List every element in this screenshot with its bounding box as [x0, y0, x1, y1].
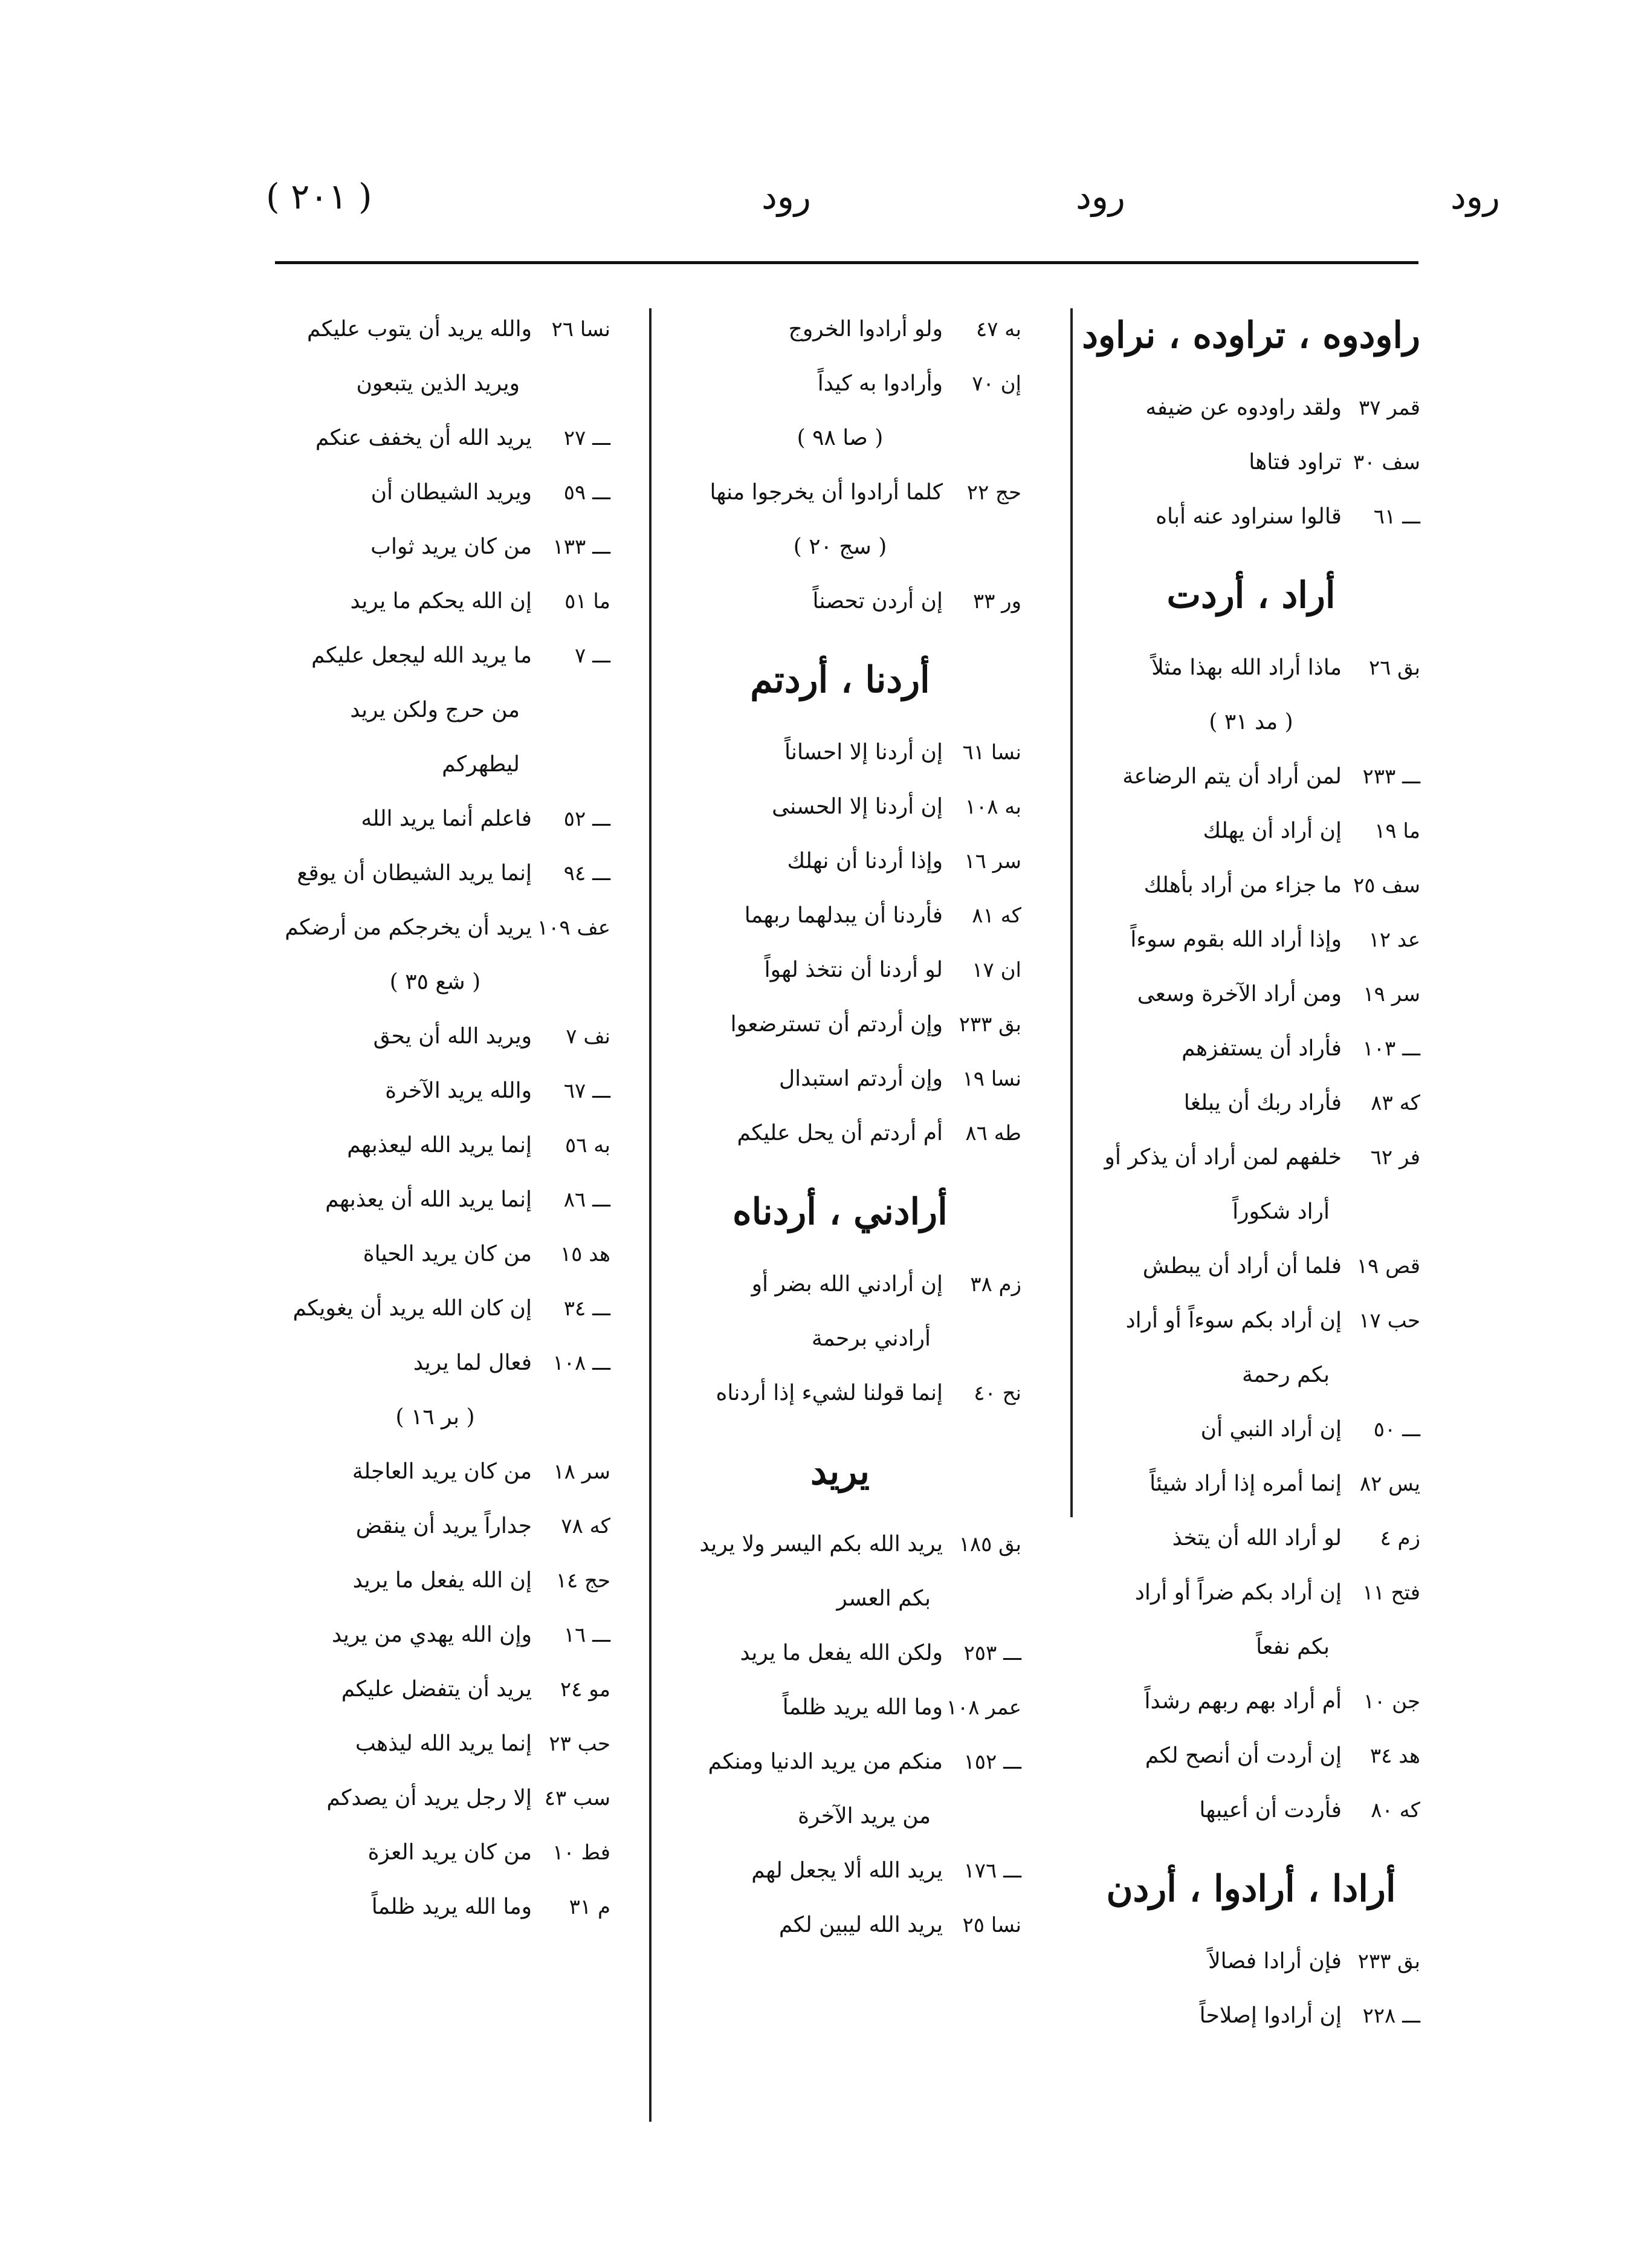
- verse-text: والله يريد أن يتوب عليكم: [306, 317, 532, 342]
- verse-reference: ما ٥١: [564, 589, 610, 614]
- concordance-entry: [1082, 1511, 1420, 1566]
- verse-reference: ـــ ٢٢٨: [1362, 2004, 1420, 2028]
- concordance-entry: [1082, 1934, 1420, 1989]
- concordance-entry: [260, 846, 610, 901]
- section-heading: راودوه ، تراوده ، نراود: [1082, 314, 1420, 357]
- concordance-entry: [260, 1445, 610, 1499]
- concordance-entry: [260, 901, 610, 955]
- verse-text: من كان يريد الحياة: [363, 1242, 532, 1266]
- verse-continuation: بكم العسر: [836, 1586, 931, 1611]
- concordance-entry: [260, 1608, 610, 1662]
- verse-text: فإن أرادا فصالاً: [1208, 1949, 1342, 1974]
- verse-reference: ـــ ٢٣٣: [1362, 765, 1420, 789]
- cross-reference: ( بر ١٦ ): [395, 1405, 475, 1430]
- verse-text: ومن أراد الآخرة وسعى: [1137, 982, 1342, 1006]
- concordance-entry: [260, 1826, 610, 1880]
- verse-text: إن أراد بكم ضراً أو أراد: [1134, 1580, 1342, 1605]
- verse-text: تراود فتاها: [1249, 450, 1342, 475]
- concordance-entry: [260, 1717, 610, 1771]
- verse-text: قالوا سنراود عنه أباه: [1156, 504, 1342, 529]
- concordance-entry: [659, 1517, 1021, 1572]
- verse-text: يريد الله أن يخفف عنكم: [315, 426, 532, 450]
- verse-text: لو أراد الله أن يتخذ: [1172, 1526, 1342, 1550]
- verse-reference: نسا ٦١: [962, 740, 1021, 765]
- column-right: [1082, 302, 1420, 2043]
- verse-text: إن الله يفعل ما يريد: [352, 1568, 532, 1593]
- header-word-middle: رود: [1076, 176, 1125, 217]
- concordance-entry: [1082, 804, 1420, 858]
- verse-reference: ـــ ٦١: [1373, 505, 1420, 529]
- concordance-entry: [659, 1898, 1021, 1952]
- verse-text: يريد أن يتفضل عليكم: [341, 1677, 532, 1702]
- verse-text: إنما يريد الله ليعذبهم: [347, 1133, 532, 1158]
- verse-text: إن أردت أن أنصح لكم: [1145, 1743, 1342, 1768]
- concordance-entry: [1082, 1402, 1420, 1457]
- column-divider-right: [1070, 308, 1073, 1517]
- concordance-entry: [659, 1257, 1021, 1312]
- verse-text: فأراد ربك أن يبلغا: [1183, 1090, 1342, 1115]
- verse-reference: عف ١٠٩: [537, 916, 610, 940]
- verse-text: كلما أرادوا أن يخرجوا منها: [710, 480, 943, 505]
- verse-text: وأرادوا به كيداً: [817, 371, 943, 396]
- verse-continuation: من يريد الآخرة: [798, 1804, 931, 1829]
- verse-continuation: أراد شكوراً: [1232, 1199, 1330, 1224]
- verse-reference: بق ٢٣٣: [1357, 1949, 1420, 1974]
- concordance-entry: [1082, 1294, 1420, 1348]
- verse-reference: حج ١٤: [555, 1569, 610, 1593]
- verse-text: إن أردنا إلا الحسنى: [772, 794, 943, 819]
- concordance-entry: [659, 1626, 1021, 1680]
- verse-continuation: ويريد الذين يتبعون: [356, 371, 520, 396]
- verse-reference: سب ٤٣: [544, 1786, 610, 1810]
- verse-reference: حج ٢٢: [966, 481, 1021, 505]
- verse-reference: يس ٨٢: [1359, 1472, 1420, 1496]
- header-word-left: رود: [762, 176, 811, 217]
- verse-reference: كه ٨٣: [1371, 1091, 1420, 1115]
- concordance-entry: [260, 1227, 610, 1281]
- verse-text: وما الله يريد ظلماً: [371, 1894, 532, 1919]
- verse-reference: نسا ٢٦: [551, 317, 610, 342]
- concordance-entry: [260, 1880, 610, 1934]
- verse-text: فلما أن أراد أن يبطش: [1142, 1254, 1342, 1278]
- verse-reference: بق ٢٦: [1368, 656, 1420, 680]
- concordance-entry: [260, 465, 610, 520]
- cross-reference: ( شع ٣٥ ): [389, 970, 481, 994]
- verse-reference: ـــ ٦٧: [563, 1079, 610, 1103]
- verse-reference: ـــ ٥٠: [1373, 1418, 1420, 1442]
- verse-reference: نف ٧: [566, 1025, 610, 1049]
- verse-reference: ان ١٧: [972, 958, 1021, 982]
- verse-reference: نسا ١٩: [962, 1067, 1021, 1091]
- column-left: [260, 302, 610, 1934]
- verse-text: منكم من يريد الدنيا ومنكم: [708, 1749, 943, 1774]
- verse-text: خلفهم لمن أراد أن يذكر أو: [1104, 1145, 1342, 1170]
- verse-text: فأردنا أن يبدلهما ربهما: [744, 903, 943, 928]
- verse-reference: ـــ ٣٤: [563, 1297, 610, 1321]
- verse-text: إنما يريد الله أن يعذبهم: [325, 1187, 532, 1212]
- verse-reference: زم ٤: [1380, 1526, 1420, 1550]
- concordance-entry: [1082, 967, 1420, 1022]
- verse-reference: به ٤٧: [975, 317, 1021, 342]
- verse-reference: ـــ ١٠٣: [1362, 1037, 1420, 1061]
- concordance-entry: [260, 1118, 610, 1173]
- verse-text: إن أرادني الله بضر أو: [751, 1272, 943, 1297]
- section-heading: أراد ، أردت: [1166, 574, 1336, 617]
- verse-reference: ـــ ١٧٦: [963, 1859, 1021, 1883]
- concordance-entry: [260, 1009, 610, 1064]
- concordance-entry: [1082, 1674, 1420, 1729]
- verse-continuation: بكم نفعاً: [1256, 1635, 1330, 1659]
- verse-text: يريد أن يخرجكم من أرضكم: [285, 915, 532, 940]
- concordance-entry: [659, 780, 1021, 834]
- column-divider-left: [649, 308, 652, 2122]
- verse-text: من كان يريد ثواب: [370, 534, 532, 559]
- verse-text: وإن الله يهدي من يريد: [332, 1622, 532, 1647]
- concordance-entry: [1082, 750, 1420, 804]
- verse-continuation: بكم رحمة: [1241, 1362, 1330, 1387]
- verse-text: أم أراد بهم ربهم رشداً: [1144, 1689, 1342, 1714]
- concordance-entry: [659, 1052, 1021, 1106]
- verse-text: إن أراد بكم سوءاً أو أراد: [1125, 1308, 1342, 1333]
- verse-reference: فر ٦٢: [1370, 1145, 1420, 1170]
- verse-reference: ـــ ٢٥٣: [963, 1641, 1021, 1665]
- concordance-entry: [1082, 1566, 1420, 1620]
- verse-reference: فتح ١١: [1362, 1581, 1420, 1605]
- concordance-entry: [1082, 1022, 1420, 1076]
- verse-reference: ور ٣٣: [972, 589, 1021, 614]
- verse-text: وإذا أردنا أن نهلك: [787, 849, 943, 873]
- verse-text: إنما قولنا لشيء إذا أردناه: [716, 1381, 943, 1405]
- verse-text: إن أرادوا إصلاحاً: [1199, 2003, 1342, 2028]
- verse-reference: بق ١٨٥: [959, 1532, 1021, 1557]
- header-rule: [275, 261, 1418, 264]
- verse-continuation: ليطهركم: [442, 752, 520, 777]
- verse-reference: عمر ١٠٨: [946, 1696, 1021, 1720]
- verse-reference: سر ١٨: [553, 1460, 610, 1484]
- verse-reference: ـــ ١٠٨: [552, 1351, 610, 1375]
- verse-reference: ـــ ٥٢: [563, 807, 610, 831]
- concordance-entry: [1082, 435, 1420, 490]
- verse-reference: ـــ ٢٧: [563, 426, 610, 450]
- verse-text: إنما أمره إذا أراد شيئاً: [1150, 1471, 1342, 1496]
- verse-text: وإذا أراد الله بقوم سوءاً: [1130, 927, 1342, 952]
- verse-text: إنما يريد الشيطان أن يوقع: [297, 861, 532, 886]
- verse-reference: جن ١٠: [1363, 1690, 1420, 1714]
- verse-reference: سر ١٩: [1363, 982, 1420, 1006]
- concordance-entry: [260, 302, 610, 357]
- verse-reference: سف ٢٥: [1353, 873, 1420, 898]
- verse-reference: مو ٢٤: [560, 1677, 610, 1702]
- concordance-entry: [1082, 490, 1420, 544]
- verse-text: إن أراد أن يهلك: [1203, 818, 1342, 843]
- verse-reference: قص ١٩: [1356, 1254, 1420, 1278]
- cross-reference: ( صا ٩٨ ): [797, 426, 884, 450]
- concordance-entry: [659, 302, 1021, 357]
- verse-reference: بق ٢٣٣: [959, 1012, 1021, 1037]
- verse-text: إنما يريد الله ليذهب: [355, 1731, 532, 1756]
- verse-reference: كه ٨٠: [1371, 1798, 1420, 1822]
- verse-reference: م ٣١: [569, 1895, 610, 1919]
- verse-text: يريد الله بكم اليسر ولا يريد: [699, 1532, 943, 1557]
- concordance-entry: [659, 1844, 1021, 1898]
- verse-text: لمن أراد أن يتم الرضاعة: [1122, 764, 1342, 789]
- verse-reference: طه ٨٦: [965, 1121, 1021, 1145]
- concordance-entry: [1082, 381, 1420, 435]
- verse-text: ماذا أراد الله بهذا مثلاً: [1151, 655, 1342, 680]
- verse-reference: سف ٣٠: [1353, 450, 1420, 475]
- concordance-entry: [260, 1281, 610, 1336]
- verse-reference: نح ٤٠: [974, 1381, 1021, 1405]
- verse-text: يريد الله ليبين لكم: [778, 1913, 943, 1937]
- verse-text: إن أردن تحصناً: [812, 589, 943, 614]
- verse-reference: قمر ٣٧: [1358, 396, 1420, 420]
- concordance-entry: [1082, 641, 1420, 695]
- verse-reference: ـــ ٩٤: [563, 861, 610, 886]
- verse-reference: ـــ ٥٩: [563, 481, 610, 505]
- verse-text: وإن أردتم أن تسترضعوا: [730, 1012, 943, 1037]
- verse-text: فاعلم أنما يريد الله: [361, 806, 532, 831]
- verse-reference: به ٥٦: [564, 1133, 610, 1158]
- concordance-entry: [260, 1064, 610, 1118]
- concordance-entry: [1082, 913, 1420, 967]
- concordance-entry: [659, 1106, 1021, 1161]
- section-heading: أرادا ، أرادوا ، أردن: [1106, 1868, 1396, 1910]
- concordance-entry: [260, 1771, 610, 1826]
- verse-text: من كان يريد العزة: [367, 1840, 532, 1865]
- section-heading: أردنا ، أردتم: [750, 659, 930, 701]
- verse-text: ما جزاء من أراد بأهلك: [1143, 873, 1342, 898]
- section-heading: أرادني ، أردناه: [732, 1191, 948, 1233]
- verse-reference: ـــ ١٦: [563, 1623, 610, 1647]
- verse-text: وإن أردتم استبدال: [778, 1066, 943, 1091]
- verse-reference: كه ٧٨: [561, 1514, 610, 1538]
- verse-continuation: أرادني برحمة: [811, 1326, 931, 1351]
- concordance-entry: [1082, 858, 1420, 913]
- verse-text: إن الله يحكم ما يريد: [350, 589, 532, 614]
- verse-text: ويريد الله أن يحق: [373, 1024, 532, 1049]
- verse-reference: ـــ ١٥٢: [963, 1750, 1021, 1774]
- verse-text: إن أردنا إلا احساناً: [784, 740, 943, 765]
- verse-reference: حب ٢٣: [549, 1732, 610, 1756]
- verse-reference: هد ١٥: [560, 1242, 610, 1266]
- concordance-entry: [260, 411, 610, 465]
- column-middle: [659, 302, 1021, 1952]
- concordance-entry: [260, 629, 610, 683]
- verse-text: وما الله يريد ظلماً: [782, 1695, 943, 1720]
- concordance-entry: [1082, 1783, 1420, 1838]
- concordance-entry: [260, 574, 610, 629]
- verse-text: إن أراد النبي أن: [1200, 1417, 1342, 1442]
- concordance-entry: [260, 1662, 610, 1717]
- concordance-entry: [659, 1680, 1021, 1735]
- concordance-entry: [260, 1173, 610, 1227]
- concordance-entry: [260, 1336, 610, 1390]
- verse-text: ما يريد الله ليجعل عليكم: [311, 643, 532, 668]
- verse-reference: زم ٣٨: [970, 1272, 1021, 1297]
- verse-reference: ما ١٩: [1374, 819, 1420, 843]
- concordance-entry: [260, 1554, 610, 1608]
- verse-text: أم أردتم أن يحل عليكم: [737, 1121, 943, 1145]
- cross-reference: ( سج ٢٠ ): [793, 534, 887, 559]
- concordance-entry: [659, 997, 1021, 1052]
- verse-text: ويريد الشيطان أن: [370, 480, 532, 505]
- concordance-entry: [659, 725, 1021, 780]
- verse-text: والله يريد الآخرة: [385, 1078, 532, 1103]
- concordance-entry: [659, 834, 1021, 889]
- verse-reference: إن ٧٠: [972, 372, 1021, 396]
- concordance-entry: [260, 792, 610, 846]
- verse-reference: سر ١٦: [964, 849, 1021, 873]
- verse-reference: به ١٠٨: [965, 795, 1021, 819]
- cross-reference: ( مد ٣١ ): [1209, 710, 1293, 734]
- verse-reference: ـــ ٧: [575, 644, 610, 668]
- verse-reference: كه ٨١: [972, 904, 1021, 928]
- concordance-entry: [659, 357, 1021, 411]
- verse-text: لو أردنا أن نتخذ لهواً: [764, 957, 943, 982]
- verse-reference: حب ١٧: [1359, 1309, 1420, 1333]
- verse-text: ولقد راودوه عن ضيفه: [1145, 395, 1342, 420]
- page-header: [266, 163, 1500, 230]
- verse-reference: فط ١٠: [552, 1841, 610, 1865]
- concordance-entry: [1082, 1239, 1420, 1294]
- concordance-entry: [1082, 1130, 1420, 1185]
- verse-text: من كان يريد العاجلة: [352, 1459, 532, 1484]
- verse-text: فأردت أن أعيبها: [1199, 1798, 1342, 1822]
- verse-reference: هد ٣٤: [1369, 1744, 1420, 1768]
- concordance-entry: [1082, 1457, 1420, 1511]
- concordance-entry: [1082, 1076, 1420, 1130]
- page-number: ( ٢٠١ ): [266, 176, 372, 217]
- concordance-entry: [659, 943, 1021, 997]
- verse-text: ولو أرادوا الخروج: [788, 317, 943, 342]
- verse-reference: ـــ ٨٦: [563, 1188, 610, 1212]
- verse-reference: ـــ ١٣٣: [552, 535, 610, 559]
- verse-reference: نسا ٢٥: [962, 1913, 1021, 1937]
- concordance-entry: [260, 520, 610, 574]
- verse-text: إلا رجل يريد أن يصدكم: [326, 1786, 532, 1810]
- header-word-right: رود: [1450, 176, 1500, 217]
- verse-text: فأراد أن يستفزهم: [1182, 1036, 1342, 1061]
- verse-text: جداراً يريد أن ينقض: [355, 1514, 532, 1538]
- concordance-entry: [659, 889, 1021, 943]
- concordance-entry: [1082, 1729, 1420, 1783]
- concordance-entry: [260, 1499, 610, 1554]
- concordance-entry: [659, 574, 1021, 629]
- concordance-entry: [659, 465, 1021, 520]
- section-heading: يريد: [810, 1451, 870, 1493]
- verse-text: إن كان الله يريد أن يغويكم: [293, 1296, 532, 1321]
- concordance-entry: [659, 1366, 1021, 1421]
- verse-text: يريد الله ألا يجعل لهم: [751, 1858, 943, 1883]
- verse-text: فعال لما يريد: [413, 1350, 532, 1375]
- verse-reference: عد ١٢: [1368, 928, 1420, 952]
- concordance-entry: [659, 1735, 1021, 1789]
- concordance-entry: [1082, 1989, 1420, 2043]
- verse-text: ولكن الله يفعل ما يريد: [740, 1641, 943, 1665]
- verse-continuation: من حرج ولكن يريد: [350, 698, 520, 722]
